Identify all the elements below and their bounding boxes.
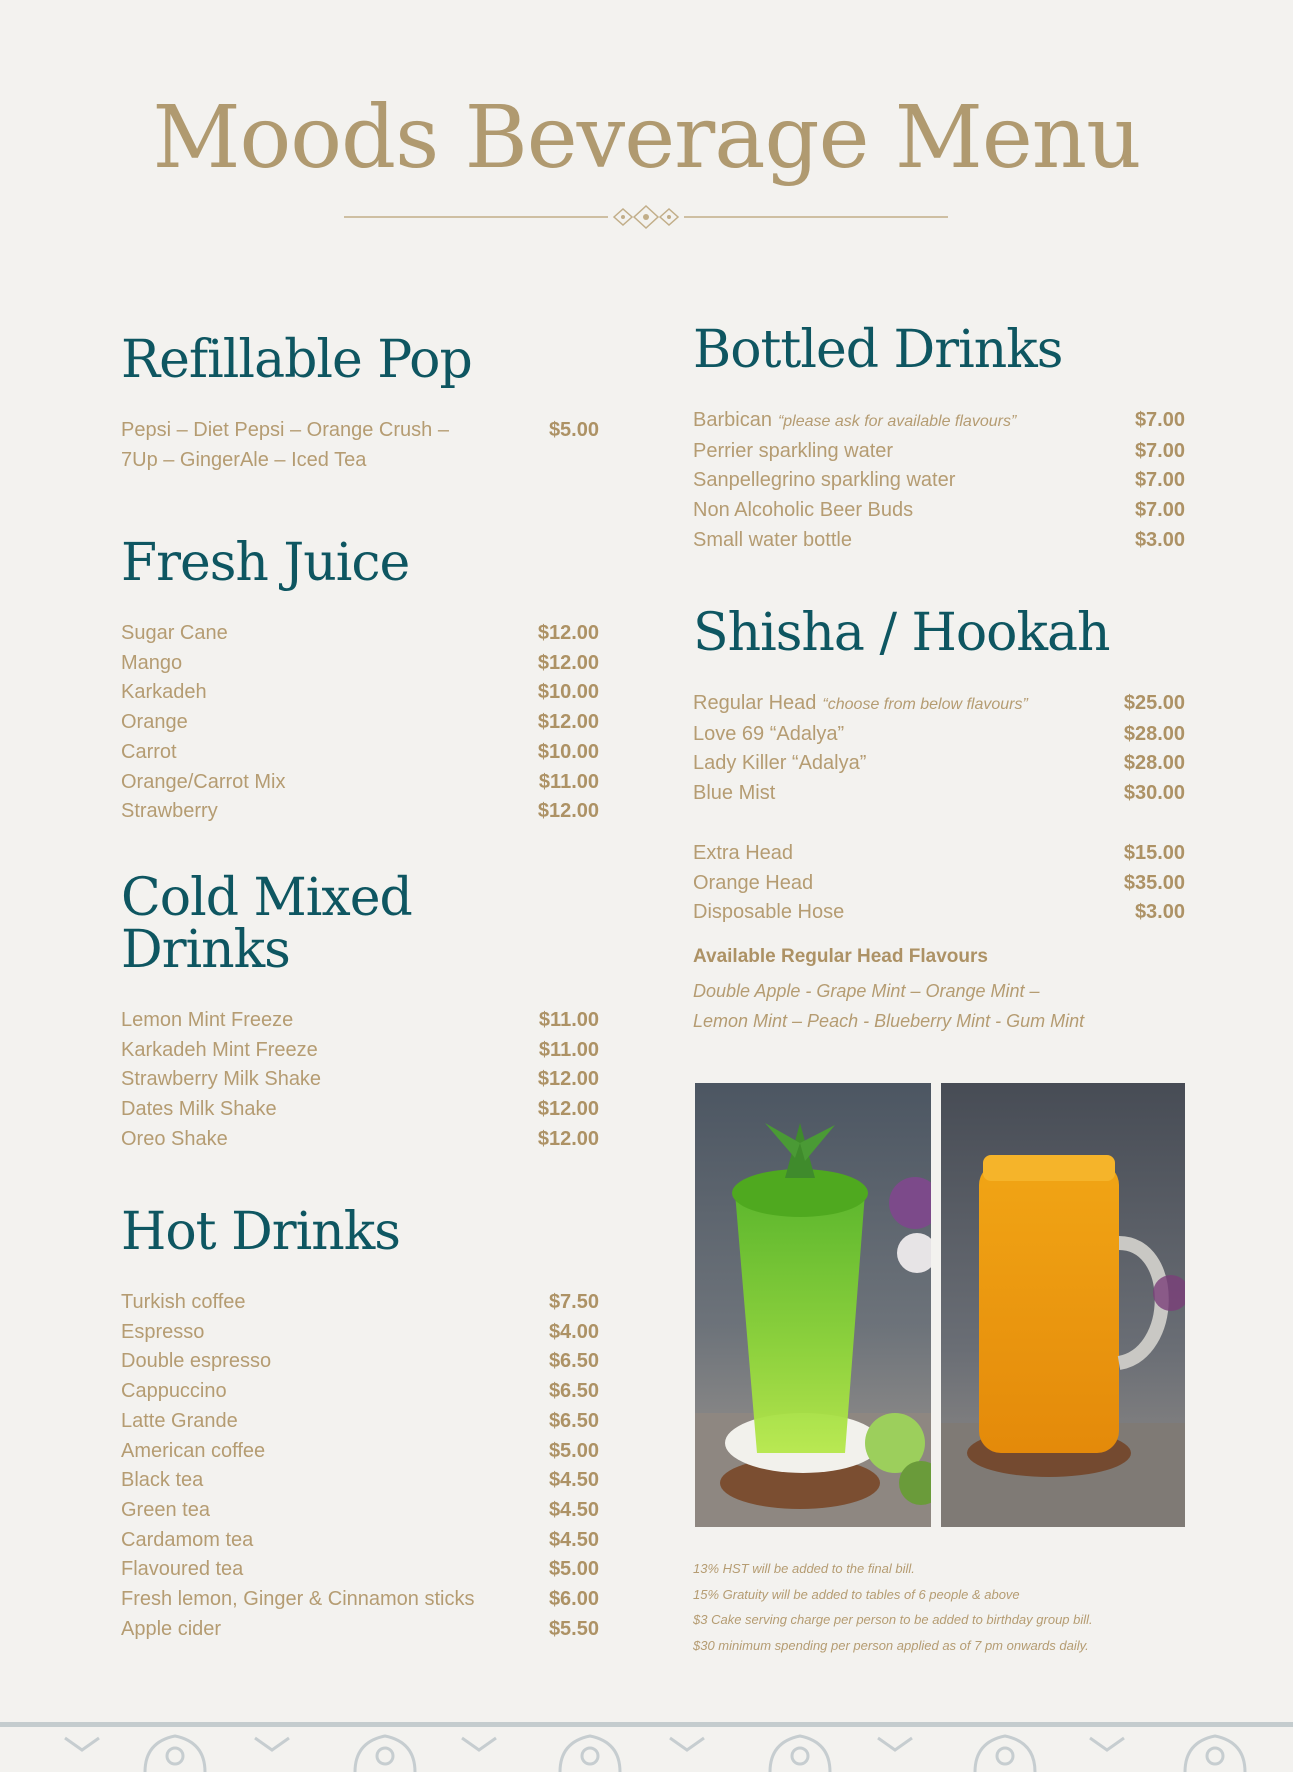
item-name: Karkadeh Mint Freeze: [121, 1038, 318, 1061]
item-name: Regular Head: [693, 692, 817, 714]
item-name: Orange Head: [693, 871, 814, 894]
item-name-wrap: [121, 1437, 265, 1467]
item-name: Blue Mist: [693, 782, 776, 805]
item-name: Black tea: [121, 1469, 204, 1492]
section-fresh-juice: [121, 533, 599, 827]
menu-item: [693, 406, 1185, 437]
item-name: Oreo Shake: [121, 1127, 228, 1150]
item-name-wrap: [121, 1288, 246, 1318]
item-name: Double espresso: [121, 1350, 272, 1373]
item-price: $7.00: [1134, 469, 1185, 492]
item-name-wrap: [693, 779, 775, 809]
menu-item: [121, 1347, 599, 1377]
item-name-wrap: [121, 1065, 321, 1095]
menu-item: [693, 898, 1185, 928]
item-name: Strawberry Milk Shake: [121, 1068, 322, 1091]
item-price: $3.00: [1134, 901, 1185, 924]
item-name: Love 69 “Adalya”: [693, 722, 845, 745]
menu-item: [693, 869, 1185, 899]
item-name: Non Alcoholic Beer Buds: [693, 499, 914, 522]
item-price: $4.50: [548, 1528, 599, 1551]
menu-item: [693, 496, 1185, 526]
item-name: Sugar Cane: [121, 622, 228, 644]
menu-item: [121, 1125, 599, 1155]
menu-item: [693, 749, 1185, 779]
section-title: Fresh Juice: [121, 533, 410, 593]
item-price: $7.00: [1134, 439, 1185, 462]
item-name-wrap: [121, 1347, 271, 1377]
item-name: Sanpellegrino sparkling water: [693, 469, 956, 492]
footnote-hst: 13% HST will be added to the final bill.: [693, 1561, 915, 1576]
item-price: $7.00: [1134, 409, 1185, 431]
item-price: $10.00: [537, 740, 599, 763]
item-price: $12.00: [537, 622, 599, 644]
menu-item: [121, 708, 599, 738]
menu-item: [121, 1496, 599, 1526]
item-name: Dates Milk Shake: [121, 1098, 277, 1121]
menu-item: [121, 768, 599, 798]
item-name-wrap: [121, 1407, 238, 1437]
item-name-wrap: [121, 738, 177, 768]
menu-item: [121, 1036, 599, 1066]
item-price: $12.00: [537, 1098, 599, 1121]
flavours-line-2: Lemon Mint – Peach - Blueberry Mint - Gum Mint: [693, 1010, 1085, 1031]
item-name-wrap: [121, 1377, 227, 1407]
item-note: “choose from below flavours”: [822, 696, 1028, 713]
item-name-wrap: [693, 466, 955, 496]
item-price: $7.50: [548, 1291, 599, 1313]
item-name-wrap: [121, 678, 207, 708]
footnote-minimum: $30 minimum spending per person applied as of 7 pm onwards daily.: [693, 1637, 1089, 1653]
title-line-2: Drinks: [121, 920, 290, 980]
item-price: $10.00: [537, 681, 599, 704]
item-name-wrap: [693, 839, 793, 869]
item-name-wrap: [121, 1466, 203, 1496]
item-name-wrap: [121, 1125, 228, 1155]
menu-item: [121, 649, 599, 679]
item-name-wrap: [121, 1006, 293, 1036]
section-refillable-pop: [121, 330, 599, 475]
item-name: Lady Killer “Adalya”: [693, 752, 867, 775]
item-name: Small water bottle: [693, 528, 852, 551]
item-price: $28.00: [1123, 722, 1185, 745]
item-name: Extra Head: [693, 841, 794, 864]
item-name: Orange: [121, 711, 188, 734]
item-list: [693, 406, 1185, 556]
item-price: $12.00: [537, 1127, 599, 1150]
item-price: $4.50: [548, 1498, 599, 1521]
item-name: Apple cider: [121, 1617, 222, 1640]
item-name: Flavoured tea: [121, 1558, 244, 1581]
flavours-title: Available Regular Head Flavours: [693, 945, 988, 967]
border-pattern: [0, 1722, 1293, 1772]
item-name-wrap: [121, 708, 188, 738]
menu-item: [121, 1526, 599, 1556]
item-name: Mango: [121, 651, 183, 674]
item-name-wrap: [121, 649, 182, 679]
menu-item: [693, 779, 1185, 809]
item-price: $4.50: [548, 1469, 599, 1492]
item-price: $4.00: [548, 1320, 599, 1343]
item-price: $11.00: [538, 1038, 599, 1061]
ornament-divider-icon: [344, 204, 948, 230]
footnote-gratuity: 15% Gratuity will be added to tables of 6 people & above: [693, 1586, 1020, 1602]
mango-jar-drink-photo: [941, 1083, 1185, 1527]
item-list: [693, 689, 1185, 809]
menu-item: [121, 738, 599, 768]
item-name-wrap: [121, 1585, 474, 1615]
item-price: $6.50: [548, 1409, 599, 1432]
item-name: Cappuccino: [121, 1380, 227, 1403]
menu-item: [121, 1065, 599, 1095]
menu-item: [121, 1318, 599, 1348]
item-name-wrap: [693, 689, 1028, 720]
menu-item: [693, 720, 1185, 750]
item-name: Turkish coffee: [121, 1291, 246, 1313]
item-name: Karkadeh: [121, 681, 207, 704]
item-price: $11.00: [538, 770, 599, 793]
item-name: Strawberry: [121, 800, 218, 823]
item-name-wrap: [121, 1496, 210, 1526]
item-price: $28.00: [1123, 752, 1185, 775]
title-line-1: Cold Mixed: [121, 868, 412, 928]
section-title: Refillable Pop: [121, 330, 472, 390]
item-name: Barbican: [693, 409, 772, 431]
item-name-wrap: [693, 526, 852, 556]
item-price: $6.50: [548, 1380, 599, 1403]
menu-item: [121, 1615, 599, 1645]
item-price: $6.50: [548, 1350, 599, 1373]
item-price: $30.00: [1123, 782, 1185, 805]
menu-item: [121, 1095, 599, 1125]
item-price: $5.00: [548, 1439, 599, 1462]
item-name: Lemon Mint Freeze: [121, 1009, 294, 1031]
item-price: $35.00: [1123, 871, 1185, 894]
item-name-wrap: [693, 869, 813, 899]
section-title: [121, 868, 599, 980]
item-name-wrap: [121, 797, 218, 827]
item-price: $5.00: [548, 1558, 599, 1581]
item-note: “please ask for available flavours”: [777, 413, 1017, 430]
section-title: Hot Drinks: [121, 1202, 400, 1262]
item-list: [121, 1006, 599, 1155]
item-name-wrap: [121, 1318, 204, 1348]
pop-item: [121, 416, 599, 475]
item-name: Cardamom tea: [121, 1528, 254, 1551]
menu-item: [121, 1466, 599, 1496]
menu-item: [693, 526, 1185, 556]
item-name-wrap: [693, 496, 913, 526]
flavours-line-1: Double Apple - Grape Mint – Orange Mint –: [693, 980, 1040, 1001]
section-bottled-drinks: [693, 320, 1185, 556]
item-price: $6.00: [548, 1588, 599, 1611]
item-name-wrap: [693, 898, 844, 928]
item-price: $12.00: [537, 711, 599, 734]
menu-item: [121, 1377, 599, 1407]
item-price: $25.00: [1123, 692, 1185, 714]
item-price: $15.00: [1123, 841, 1185, 864]
item-name-wrap: [121, 1555, 243, 1585]
item-price: $11.00: [538, 1009, 599, 1031]
item-name: Carrot: [121, 740, 177, 763]
item-name-wrap: [693, 406, 1016, 437]
section-cold-mixed: [121, 868, 599, 1155]
menu-item: [693, 437, 1185, 467]
menu-item: [121, 1006, 599, 1036]
item-name: Latte Grande: [121, 1409, 238, 1432]
menu-item: [121, 1585, 599, 1615]
item-name-wrap: [121, 1615, 221, 1645]
item-list: [121, 1288, 599, 1644]
item-name: Green tea: [121, 1498, 210, 1521]
footnote-cake: $3 Cake serving charge per person to be added to birthday group bill.: [693, 1612, 1093, 1627]
item-name-wrap: [693, 749, 866, 779]
item-price: $12.00: [537, 800, 599, 823]
pop-line-2: 7Up – GingerAle – Iced Tea: [121, 448, 367, 471]
item-price: $12.00: [537, 651, 599, 674]
item-name-wrap: [693, 720, 844, 750]
item-name: Orange/Carrot Mix: [121, 770, 286, 793]
menu-item: [693, 466, 1185, 496]
item-name: American coffee: [121, 1439, 266, 1462]
item-list: [121, 619, 599, 827]
item-name-wrap: [121, 1036, 318, 1066]
item-name-wrap: [693, 437, 893, 467]
pop-line-1: Pepsi – Diet Pepsi – Orange Crush –: [121, 419, 449, 441]
menu-item: [121, 619, 599, 649]
menu-item: [693, 839, 1185, 869]
item-price: $7.00: [1134, 499, 1185, 522]
item-name: Disposable Hose: [693, 901, 845, 924]
section-hot-drinks: [121, 1202, 599, 1644]
item-name-wrap: [121, 1095, 277, 1125]
item-price: $3.00: [1134, 528, 1185, 551]
section-shisha: [693, 603, 1185, 1036]
green-mint-drink-photo: [695, 1083, 931, 1527]
menu-item: [693, 689, 1185, 720]
menu-item: [121, 678, 599, 708]
menu-title: Moods Beverage Menu: [152, 88, 1141, 188]
menu-item: [121, 1555, 599, 1585]
item-name-wrap: [121, 1526, 253, 1556]
item-name: Perrier sparkling water: [693, 439, 894, 462]
menu-item: [121, 1407, 599, 1437]
footnotes: [693, 1556, 1213, 1658]
item-name: Espresso: [121, 1320, 205, 1343]
item-price: $5.50: [548, 1617, 599, 1640]
pop-list: [121, 416, 511, 475]
item-price: $5.00: [548, 419, 599, 441]
item-price: $12.00: [537, 1068, 599, 1091]
section-title: Shisha / Hookah: [693, 603, 1110, 663]
item-name-wrap: [121, 768, 286, 798]
menu-item: [121, 1288, 599, 1318]
extras-list: [693, 839, 1185, 928]
item-name: Fresh lemon, Ginger & Cinnamon sticks: [121, 1588, 475, 1611]
menu-item: [121, 1437, 599, 1467]
item-name-wrap: [121, 619, 228, 649]
section-title: Bottled Drinks: [693, 320, 1063, 380]
menu-item: [121, 797, 599, 827]
